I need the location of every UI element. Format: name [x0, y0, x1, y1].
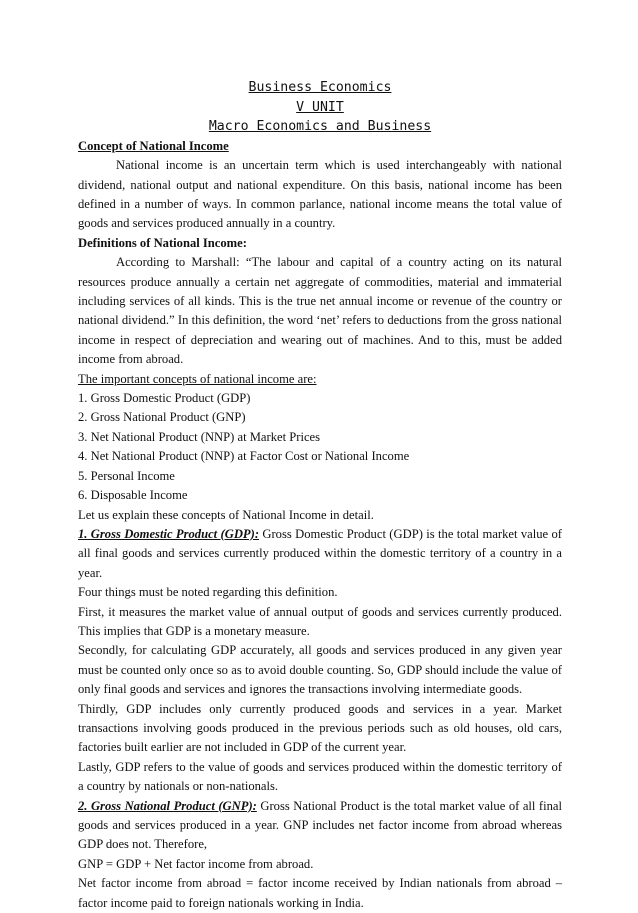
- list-item: 5. Personal Income: [78, 468, 175, 483]
- list-item: 3. Net National Product (NNP) at Market Prices: [78, 429, 321, 444]
- gdp-last-point: Lastly, GDP refers to the value of goods and services produced within the domestic territory of a country by nationals or non-nationals.: [78, 759, 562, 794]
- gdp-third-point: Thirdly, GDP includes only currently produced goods and services in a year. Market transactions involving goods produced in the previous periods such as old houses, old cars, factories built earlier are not included in GDP of the current year.: [78, 701, 562, 755]
- document-page: [78, 78, 562, 913]
- list-item: 1. Gross Domestic Product (GDP): [78, 391, 251, 406]
- gdp-term: 1. Gross Domestic Product (GDP):: [78, 526, 260, 541]
- gdp-first-point: First, it measures the market value of annual output of goods and services currently produced. This implies that GDP is a monetary measure.: [78, 604, 562, 638]
- gdp-definition: Gross Domestic Product (GDP) is the total market value of all final goods and services currently produced within the domestic territory of a country in a year.: [78, 526, 562, 580]
- list-item: 2. Gross National Product (GNP): [78, 410, 246, 425]
- unit-title: V UNIT: [296, 99, 344, 115]
- concepts-list-heading: The important concepts of national income are:: [78, 371, 317, 386]
- gnp-formula: GNP = GDP + Net factor income from abroad.: [78, 856, 314, 871]
- gdp-note: Four things must be noted regarding this definition.: [78, 585, 338, 600]
- net-factor-income-paragraph: Net factor income from abroad = factor income received by Indian nationals from abroad – factor income paid to foreign nationals working in India.: [78, 876, 562, 910]
- definitions-paragraph: According to Marshall: “The labour and capital of a country acting on its natural resources produce annually a certain net aggregate of commodities, material and immaterial including services of all kinds. This is the true net annual income or revenue of the country or national dividend.” In this definition, the word ‘net’ refers to deductions from the gross national income in respect of depreciation and wearing out of machines. And to this, must be added income from abroad.: [78, 255, 562, 367]
- definitions-heading: Definitions of National Income:: [78, 235, 247, 250]
- gnp-definition-paragraph: [78, 797, 562, 855]
- gnp-term: 2. Gross National Product (GNP):: [78, 798, 257, 813]
- list-item: 4. Net National Product (NNP) at Factor Cost or National Income: [78, 449, 410, 464]
- concept-heading: Concept of National Income: [78, 138, 229, 153]
- gdp-definition-paragraph: [78, 525, 562, 583]
- document-title: Business Economics: [248, 80, 392, 95]
- subject-title: Macro Economics and Business: [208, 119, 432, 135]
- gdp-second-point: Secondly, for calculating GDP accurately, all goods and services produced in any given year must be counted only once so as to avoid double counting. So, GDP should include the value of only final goods and services and ignores the transactions involving intermediate goods.: [78, 643, 562, 697]
- gnp-definition: Gross National Product is the total market value of all final goods and services produced in a year. GNP includes net factor income from abroad whereas GDP does not. Therefore,: [78, 798, 563, 852]
- concepts-intro: Let us explain these concepts of National Income in detail.: [78, 507, 374, 522]
- concept-paragraph: National income is an uncertain term which is used interchangeably with national dividend, national output and national expenditure. On this basis, national income has been defined in a number of ways. In common parlance, national income means the total value of goods and services produced annually in a country.: [78, 158, 562, 231]
- list-item: 6. Disposable Income: [78, 488, 188, 503]
